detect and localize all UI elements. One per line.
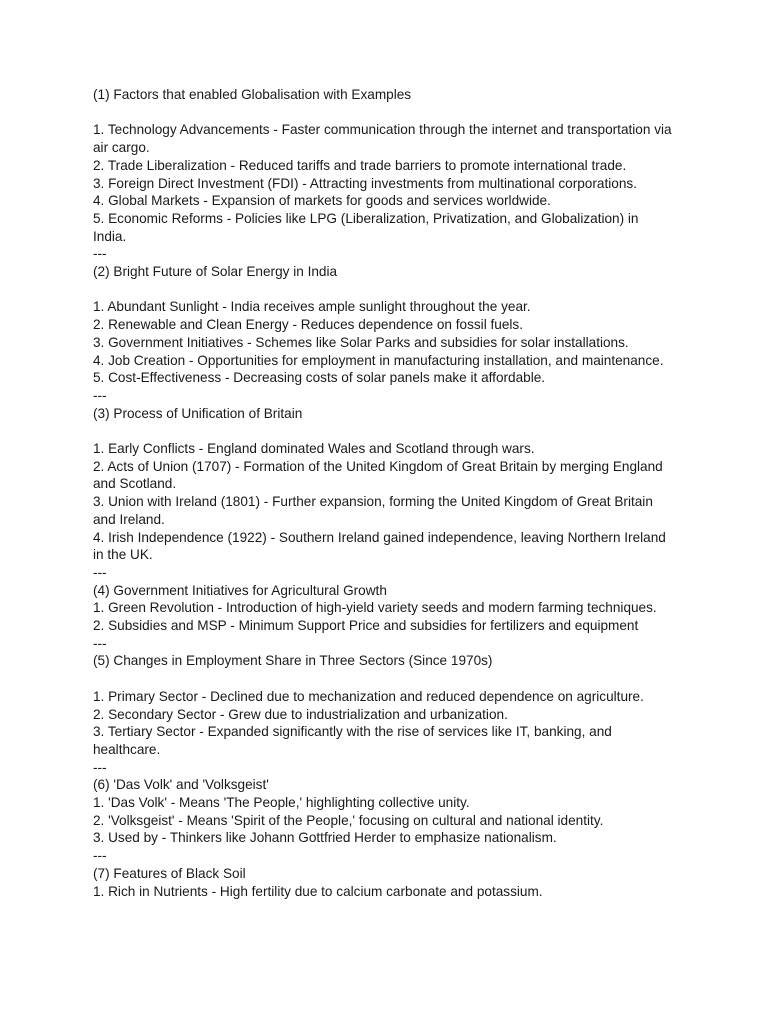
section-separator: ---	[93, 387, 107, 403]
section-2	[93, 263, 672, 405]
section-3	[93, 405, 672, 582]
list-item: 1. Technology Advancements - Faster communication through the internet and transportation via air cargo.	[93, 122, 676, 156]
list-item: 4. Job Creation - Opportunities for employment in manufacturing installation, and maintenance.	[93, 352, 664, 368]
list-item: 5. Economic Reforms - Policies like LPG (Liberalization, Privatization, and Globalization) in India.	[93, 210, 643, 244]
list-item: 2. Secondary Sector - Grew due to industrialization and urbanization.	[93, 706, 508, 722]
section-separator: ---	[93, 848, 107, 864]
section-4	[93, 582, 672, 653]
section-heading: (7) Features of Black Soil	[93, 865, 246, 881]
section-separator: ---	[93, 246, 107, 262]
list-item: 1. Green Revolution - Introduction of high-yield variety seeds and modern farming techniques.	[93, 600, 657, 616]
section-separator: ---	[93, 635, 107, 651]
section-heading: (4) Government Initiatives for Agricultural Growth	[93, 582, 387, 598]
section-separator: ---	[93, 759, 107, 775]
list-item: 1. Primary Sector - Declined due to mechanization and reduced dependence on agriculture.	[93, 688, 644, 704]
section-separator: ---	[93, 564, 107, 580]
section-6	[93, 776, 672, 865]
blank-line	[93, 422, 672, 440]
list-item: 5. Cost-Effectiveness - Decreasing costs of solar panels make it affordable.	[93, 370, 546, 386]
list-item: 3. Government Initiatives - Schemes like Solar Parks and subsidies for solar installations.	[93, 334, 629, 350]
section-7	[93, 865, 672, 900]
blank-line	[93, 670, 672, 688]
list-item: 3. Foreign Direct Investment (FDI) - Attracting investments from multinational corporations.	[93, 175, 637, 191]
list-item: 2. 'Volksgeist' - Means 'Spirit of the People,' focusing on cultural and national identity.	[93, 812, 604, 828]
list-item: 4. Irish Independence (1922) - Southern Ireland gained independence, leaving Northern Ireland in the UK.	[93, 529, 670, 563]
list-item: 1. 'Das Volk' - Means 'The People,' highlighting collective unity.	[93, 795, 470, 811]
list-item: 2. Trade Liberalization - Reduced tariffs and trade barriers to promote international trade.	[93, 157, 627, 173]
list-item: 3. Used by - Thinkers like Johann Gottfried Herder to emphasize nationalism.	[93, 830, 557, 846]
list-item: 1. Early Conflicts - England dominated Wales and Scotland through wars.	[93, 441, 535, 457]
list-item: 2. Renewable and Clean Energy - Reduces dependence on fossil fuels.	[93, 317, 523, 333]
section-heading: (6) 'Das Volk' and 'Volksgeist'	[93, 777, 269, 793]
list-item: 4. Global Markets - Expansion of markets for goods and services worldwide.	[93, 193, 551, 209]
section-heading: (3) Process of Unification of Britain	[93, 405, 303, 421]
section-heading: (2) Bright Future of Solar Energy in India	[93, 264, 338, 280]
section-heading: (5) Changes in Employment Share in Three Sectors (Since 1970s)	[93, 653, 493, 669]
list-item: 2. Acts of Union (1707) - Formation of the United Kingdom of Great Britain by merging England and Scotland.	[93, 458, 667, 492]
section-5	[93, 652, 672, 776]
list-item: 3. Tertiary Sector - Expanded significantly with the rise of services like IT, banking, and healthcare.	[93, 724, 616, 757]
list-item: 1. Rich in Nutrients - High fertility due to calcium carbonate and potassium.	[93, 883, 543, 899]
list-item: 3. Union with Ireland (1801) - Further expansion, forming the United Kingdom of Great Britain and Ireland.	[93, 494, 657, 527]
section-1	[93, 86, 676, 263]
list-item: 1. Abundant Sunlight - India receives ample sunlight throughout the year.	[93, 299, 531, 315]
list-item: 2. Subsidies and MSP - Minimum Support Price and subsidies for fertilizers and equipment	[93, 618, 639, 634]
section-heading: (1) Factors that enabled Globalisation with Examples	[93, 87, 412, 102]
blank-line	[93, 281, 672, 299]
blank-line	[93, 104, 672, 122]
